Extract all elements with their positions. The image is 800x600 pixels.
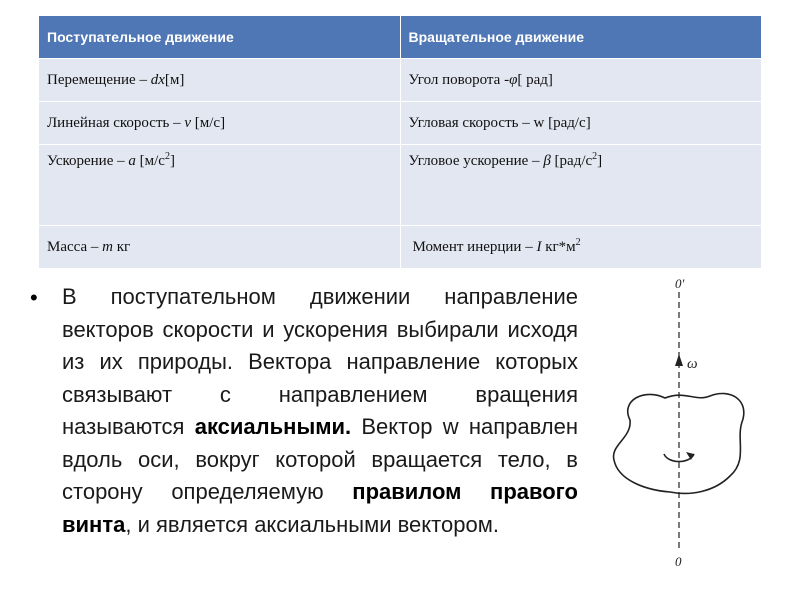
cell-angular-velocity: Угловая скорость – w [рад/с] bbox=[400, 102, 762, 145]
omega-arrow-head bbox=[675, 354, 683, 366]
rotation-axis-figure bbox=[590, 270, 770, 570]
table-row bbox=[39, 102, 762, 145]
table-row bbox=[39, 145, 762, 226]
cell-linear-velocity: Линейная скорость – v [м/с] bbox=[39, 102, 401, 145]
cell-acceleration: Ускорение – a $[м/с^2]$ bbox=[39, 145, 401, 226]
body-paragraph: В поступательном движении направление векторов скорости и ускорения выбирали исходя из их природы. Вектора направление которых связывают с направлением вращения называются аксиальными. Вектор w направлен вдоль оси, вокруг которой вращается тело, в сторону определяемую правилом правого винта, и является аксиальными вектором. bbox=[62, 284, 578, 537]
term-right-screw-rule: правилом правого винта bbox=[62, 479, 578, 537]
label-top-axis: 0' bbox=[675, 276, 685, 291]
label-omega: ω bbox=[687, 356, 698, 372]
cell-rotation-angle: Угол поворота -φ[ рад] bbox=[400, 59, 762, 102]
label-bottom-axis: 0 bbox=[675, 554, 682, 569]
header-translational: Поступательное движение bbox=[39, 16, 401, 59]
cell-mass: Масса – m кг bbox=[39, 226, 401, 269]
term-axial: аксиальными. bbox=[194, 414, 352, 439]
cell-displacement: Перемещение – dx[м] bbox=[39, 59, 401, 102]
cell-angular-acceleration: Угловое ускорение – β $[рад/с^2]$ bbox=[400, 145, 762, 226]
table-row bbox=[39, 59, 762, 102]
header-rotational: Вращательное движение bbox=[400, 16, 762, 59]
cell-moment-of-inertia: Момент инерции – I $кг*м^2$ bbox=[400, 226, 762, 269]
table-row bbox=[39, 226, 762, 269]
comparison-table bbox=[38, 15, 762, 269]
bullet-marker: • bbox=[30, 285, 38, 310]
